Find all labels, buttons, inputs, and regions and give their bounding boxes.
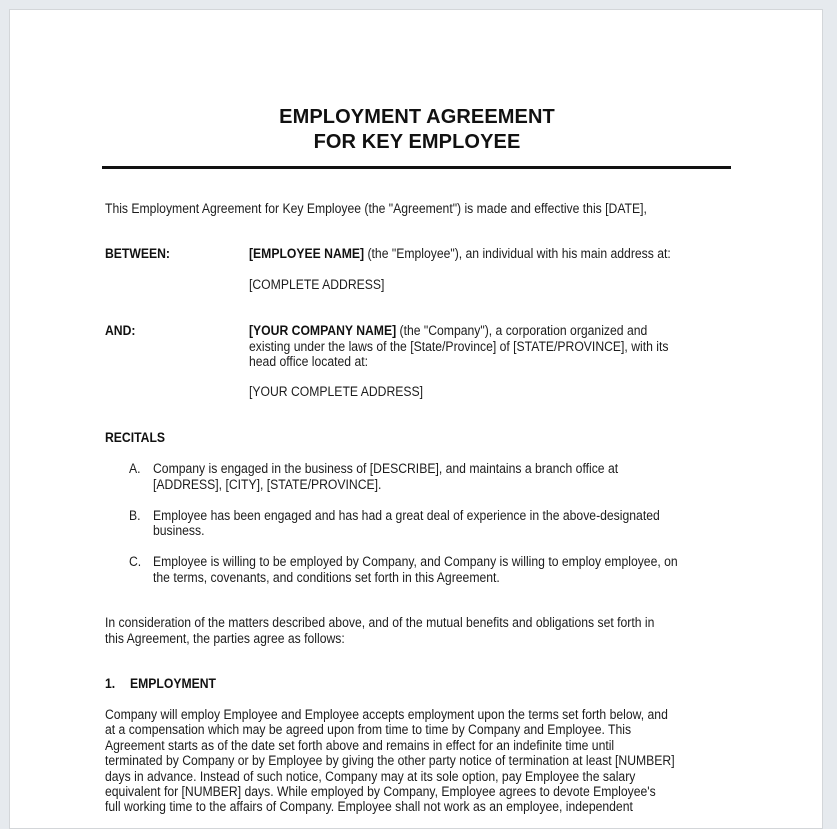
document-title-line2: FOR KEY EMPLOYEE bbox=[313, 131, 521, 153]
body-line: Company will employ Employee and Employee accepts employment upon the terms set forth below, and bbox=[105, 707, 668, 722]
section-heading-employment: EMPLOYMENT bbox=[130, 676, 216, 691]
recital-label: C. bbox=[129, 554, 142, 569]
recital-text-line: Company is engaged in the business of [DESCRIBE], and maintains a branch office at bbox=[153, 461, 619, 476]
and-label: AND: bbox=[105, 323, 136, 338]
recital-label: B. bbox=[129, 507, 141, 523]
company-party-line1 bbox=[249, 323, 647, 338]
body-line: days in advance. Instead of such notice, Company may at its sole option, pay Employee the salary bbox=[105, 768, 636, 784]
intro-paragraph: This Employment Agreement for Key Employee (the "Agreement") is made and effective this [DATE], bbox=[105, 201, 647, 216]
recital-text-line: Employee has been engaged and has had a great deal of experience in the above-designated bbox=[153, 507, 660, 523]
company-address-placeholder: [YOUR COMPLETE ADDRESS] bbox=[249, 384, 424, 399]
consideration-line: In consideration of the matters described above, and of the mutual benefits and obligations set forth in bbox=[105, 615, 655, 630]
document-title-line1: EMPLOYMENT AGREEMENT bbox=[279, 106, 555, 128]
body-line: Agreement starts as of the date set forth above and remains in effect for an indefinite time until bbox=[105, 737, 615, 753]
employee-address-placeholder: [COMPLETE ADDRESS] bbox=[249, 277, 385, 292]
recital-label: A. bbox=[129, 461, 141, 476]
title-divider bbox=[102, 166, 731, 169]
employee-party-line bbox=[249, 246, 671, 261]
consideration-line: this Agreement, the parties agree as follows: bbox=[105, 630, 345, 646]
recital-text-line: the terms, covenants, and conditions set forth in this Agreement. bbox=[153, 569, 500, 585]
body-line: equivalent for [NUMBER] days. While employed by Company, Employee agrees to devote Employee's bbox=[105, 784, 656, 799]
company-name-placeholder: [YOUR COMPANY NAME] bbox=[249, 323, 397, 338]
recital-text-line: [ADDRESS], [CITY], [STATE/PROVINCE]. bbox=[153, 476, 382, 492]
company-party-line3: head office located at: bbox=[249, 354, 369, 369]
recitals-heading: RECITALS bbox=[105, 430, 166, 445]
document-page bbox=[9, 9, 823, 829]
recital-text-line: Employee is willing to be employed by Company, and Company is willing to employ employee, on bbox=[153, 554, 678, 569]
employee-party-desc: (the "Employee"), an individual with his main address at: bbox=[364, 246, 671, 261]
employee-name-placeholder: [EMPLOYEE NAME] bbox=[249, 246, 365, 261]
company-party-desc1: (the "Company"), a corporation organized and bbox=[396, 323, 648, 338]
section-number: 1. bbox=[105, 676, 116, 691]
between-label: BETWEEN: bbox=[105, 246, 170, 261]
company-party-line2: existing under the laws of the [State/Province] of [STATE/PROVINCE], with its bbox=[249, 338, 669, 354]
recital-text-line: business. bbox=[153, 523, 205, 538]
body-line: full working time to the affairs of Company. Employee shall not work as an employee, independent bbox=[105, 799, 633, 815]
body-line: terminated by Company or by Employee by giving the other party notice of termination at least [NUMBER] bbox=[105, 753, 675, 769]
body-line: at a compensation which may be agreed upon from time to time by Company and Employee. This bbox=[105, 722, 632, 738]
